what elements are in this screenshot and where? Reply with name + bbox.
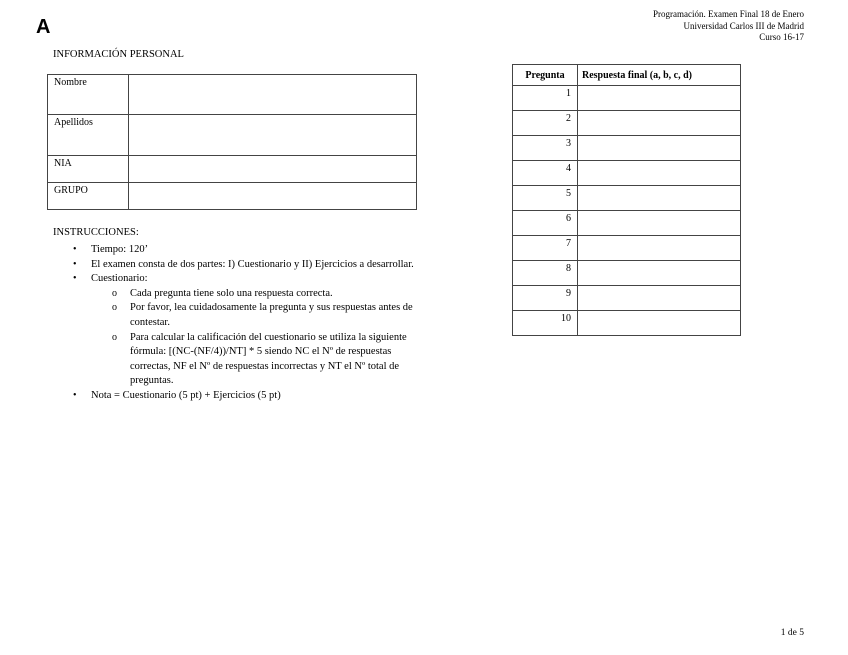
instructions-list — [53, 243, 418, 404]
instruction-text: Nota = Cuestionario (5 pt) + Ejercicios (5 pt) — [91, 389, 281, 401]
answer-cell[interactable] — [578, 136, 741, 161]
answer-row — [513, 111, 741, 136]
sub-bullet-icon: o — [112, 302, 117, 314]
apellidos-field[interactable] — [129, 115, 417, 156]
answer-cell[interactable] — [578, 261, 741, 286]
bullet-icon: • — [73, 258, 77, 270]
answer-sheet-table — [512, 64, 741, 336]
page-header — [653, 9, 804, 44]
answer-row — [513, 186, 741, 211]
sub-instruction-text: Para calcular la calificación del cuestionario se utiliza la siguiente fórmula: [(NC-(NF/4))/NT] * 5 siendo NC el Nº de respuestas correctas, NF el Nº de respuestas incorrectas y NT el Nº total de preguntas. — [130, 331, 407, 387]
question-number: 3 — [513, 136, 578, 161]
header-course-line: Programación. Examen Final 18 de Enero — [653, 9, 804, 19]
header-university-line: Universidad Carlos III de Madrid — [683, 20, 804, 31]
question-number: 4 — [513, 161, 578, 186]
instruction-item — [53, 272, 418, 389]
apellidos-row — [48, 115, 417, 156]
sub-bullet-icon: o — [112, 287, 117, 299]
answer-column-header: Respuesta final (a, b, c, d) — [578, 65, 741, 86]
question-number: 7 — [513, 236, 578, 261]
answer-cell[interactable] — [578, 186, 741, 211]
apellidos-label: Apellidos — [48, 115, 129, 156]
answer-cell[interactable] — [578, 286, 741, 311]
page-number: 1 de 5 — [780, 628, 804, 638]
bullet-icon: • — [73, 389, 77, 401]
nia-field[interactable] — [129, 156, 417, 183]
instructions-title: INSTRUCCIONES: — [53, 227, 139, 238]
answer-cell[interactable] — [578, 311, 741, 336]
answer-row — [513, 86, 741, 111]
answer-cell[interactable] — [578, 211, 741, 236]
nombre-label: Nombre — [48, 75, 129, 115]
header-year-line: Curso 16-17 — [759, 32, 804, 42]
answer-cell[interactable] — [578, 111, 741, 136]
answer-row — [513, 161, 741, 186]
answer-row — [513, 311, 741, 336]
answer-row — [513, 211, 741, 236]
answer-cell[interactable] — [578, 236, 741, 261]
question-number: 5 — [513, 186, 578, 211]
sub-instruction-item — [91, 287, 418, 302]
nia-row — [48, 156, 417, 183]
question-number: 1 — [513, 86, 578, 111]
instruction-text: El examen consta de dos partes: I) Cuestionario y II) Ejercicios a desarrollar. — [91, 258, 414, 270]
answer-row — [513, 286, 741, 311]
nombre-row — [48, 75, 417, 115]
instruction-text: Cuestionario: — [91, 273, 148, 285]
instruction-item — [53, 243, 418, 258]
question-number: 6 — [513, 211, 578, 236]
exam-version-letter: A — [36, 16, 51, 38]
grupo-label: GRUPO — [48, 183, 129, 210]
sub-bullet-icon: o — [112, 331, 117, 343]
grupo-row — [48, 183, 417, 210]
instruction-text: Tiempo: 120’ — [91, 244, 149, 255]
answer-cell[interactable] — [578, 161, 741, 186]
answer-row — [513, 236, 741, 261]
bullet-icon: • — [73, 244, 77, 255]
personal-info-title: INFORMACIÓN PERSONAL — [53, 49, 184, 60]
question-number: 8 — [513, 261, 578, 286]
answer-cell[interactable] — [578, 86, 741, 111]
sub-instruction-text: Por favor, lea cuidadosamente la pregunta y sus respuestas antes de contestar. — [130, 302, 413, 328]
sub-instruction-text: Cada pregunta tiene solo una respuesta correcta. — [130, 287, 333, 299]
answer-header-row — [513, 65, 741, 86]
instruction-item — [53, 258, 418, 273]
questionnaire-sublist — [91, 287, 418, 389]
answer-row — [513, 261, 741, 286]
question-number: 9 — [513, 286, 578, 311]
sub-instruction-item — [91, 331, 418, 389]
grupo-field[interactable] — [129, 183, 417, 210]
sub-instruction-item — [91, 301, 418, 330]
instruction-item — [53, 389, 418, 404]
question-column-header: Pregunta — [513, 65, 578, 86]
bullet-icon: • — [73, 273, 77, 285]
nombre-field[interactable] — [129, 75, 417, 115]
question-number: 10 — [513, 311, 578, 336]
answer-row — [513, 136, 741, 161]
personal-info-table — [47, 74, 417, 210]
nia-label: NIA — [48, 156, 129, 183]
question-number: 2 — [513, 111, 578, 136]
